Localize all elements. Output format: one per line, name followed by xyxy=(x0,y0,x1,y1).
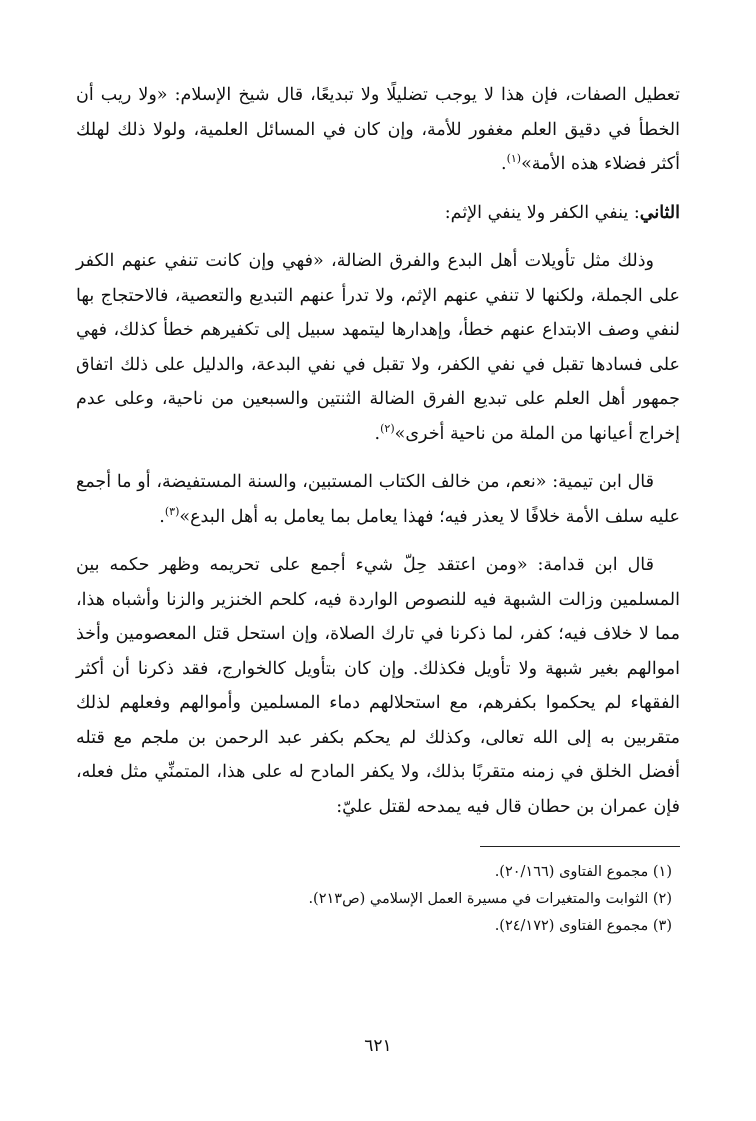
paragraph-3-end: . xyxy=(374,423,381,444)
paragraph-5 xyxy=(76,548,680,824)
footnote-divider xyxy=(480,846,680,847)
page-number: ٦٢١ xyxy=(364,1036,392,1056)
second-type-label: الثاني xyxy=(639,202,680,223)
second-type-text: : ينفي الكفر ولا ينفي الإثم: xyxy=(444,202,640,223)
paragraph-5-text: قال ابن قدامة: «ومن اعتقد حِلّ شيء أجمع على تحريمه وظهر حكمه بين المسلمين وزالت الشبهة فيه للنصوص الواردة فيه، كلحم الخنزير والزنا وأشباه هذا، مما لا خلاف فيه؛ كفر، لما ذكرنا في تارك الصلاة، وإن استحل قتل المعصومين وأخذ اموالهم بغير شبهة ولا تأويل فكذلك. وإن كان بتأويل كالخوارج، فقد ذكرنا أن أكثر الفقهاء لم يحكموا بكفرهم، مع استحلالهم دماء المسلمين وأموالهم وفعلهم لذلك متقربين به إلى الله تعالى، وكذلك لم يحكم بكفر عبد الرحمن بن ملجم مع قتله أفضل الخلق في زمنه متقربًا بذلك، ولا يكفر المادح له على هذا، المتمنِّي مثل فعله، فإن عمران بن حطان قال فيه يمدحه لقتل عليّ: xyxy=(76,555,680,817)
paragraph-3-text: وذلك مثل تأويلات أهل البدع والفرق الضالة، «فهي وإن كانت تنفي عنهم الكفر على الجملة، ولكنها لا تنفي عنهم الإثم، ولا تدرأ عنهم التبديع والتعصية، فالاحتجاج بها لنفي وصف الابتداع عنهم خطأ، وإهدارها ليتمهد سبيل إلى تكفيرهم خطأ كذلك، فهي على فسادها تقبل في نفي الكفر، ولا تقبل في نفي البدعة، والدليل على ذلك اتفاق جمهور أهل العلم على تبديع الفرق الضالة الثنتين والسبعين من ناحية، وعلى عدم إخراج أعيانها من الملة من ناحية أخرى» xyxy=(76,251,680,444)
footnote-3: (٣) مجموع الفتاوى (٢٤/١٧٢). xyxy=(494,918,672,934)
footnote-ref-3: (٣) xyxy=(164,504,180,518)
footnote-ref-1: (١) xyxy=(506,152,522,166)
paragraph-1-text: تعطيل الصفات، فإن هذا لا يوجب تضليلًا ولا تبديعًا، قال شيخ الإسلام: «ولا ريب أن الخطأ في دقيق العلم مغفور للأمة، وإن كان في المسائل العلمية، ولولا ذلك لهلك أكثر فضلاء هذه الأمة» xyxy=(76,85,680,174)
paragraph-2-heading xyxy=(76,196,680,231)
paragraph-4-text: قال ابن تيمية: «نعم، من خالف الكتاب المستبين، والسنة المستفيضة، أو ما أجمع عليه سلف الأمة خلافًا لا يعذر فيه؛ فهذا يعامل بما يعامل به أهل البدع» xyxy=(76,472,680,527)
paragraph-3 xyxy=(76,244,680,451)
footnote-2: (٢) الثوابت والمتغيرات في مسيرة العمل الإسلامي (ص٢١٣). xyxy=(308,891,672,907)
paragraph-1 xyxy=(76,78,680,182)
footnote-ref-2: (٢) xyxy=(380,421,395,435)
footnote-1: (١) مجموع الفتاوى (٢٠/١٦٦). xyxy=(494,864,672,880)
footnotes xyxy=(76,859,680,940)
paragraph-1-end: . xyxy=(500,154,507,174)
paragraph-4 xyxy=(76,465,680,534)
paragraph-4-end: . xyxy=(159,506,165,527)
